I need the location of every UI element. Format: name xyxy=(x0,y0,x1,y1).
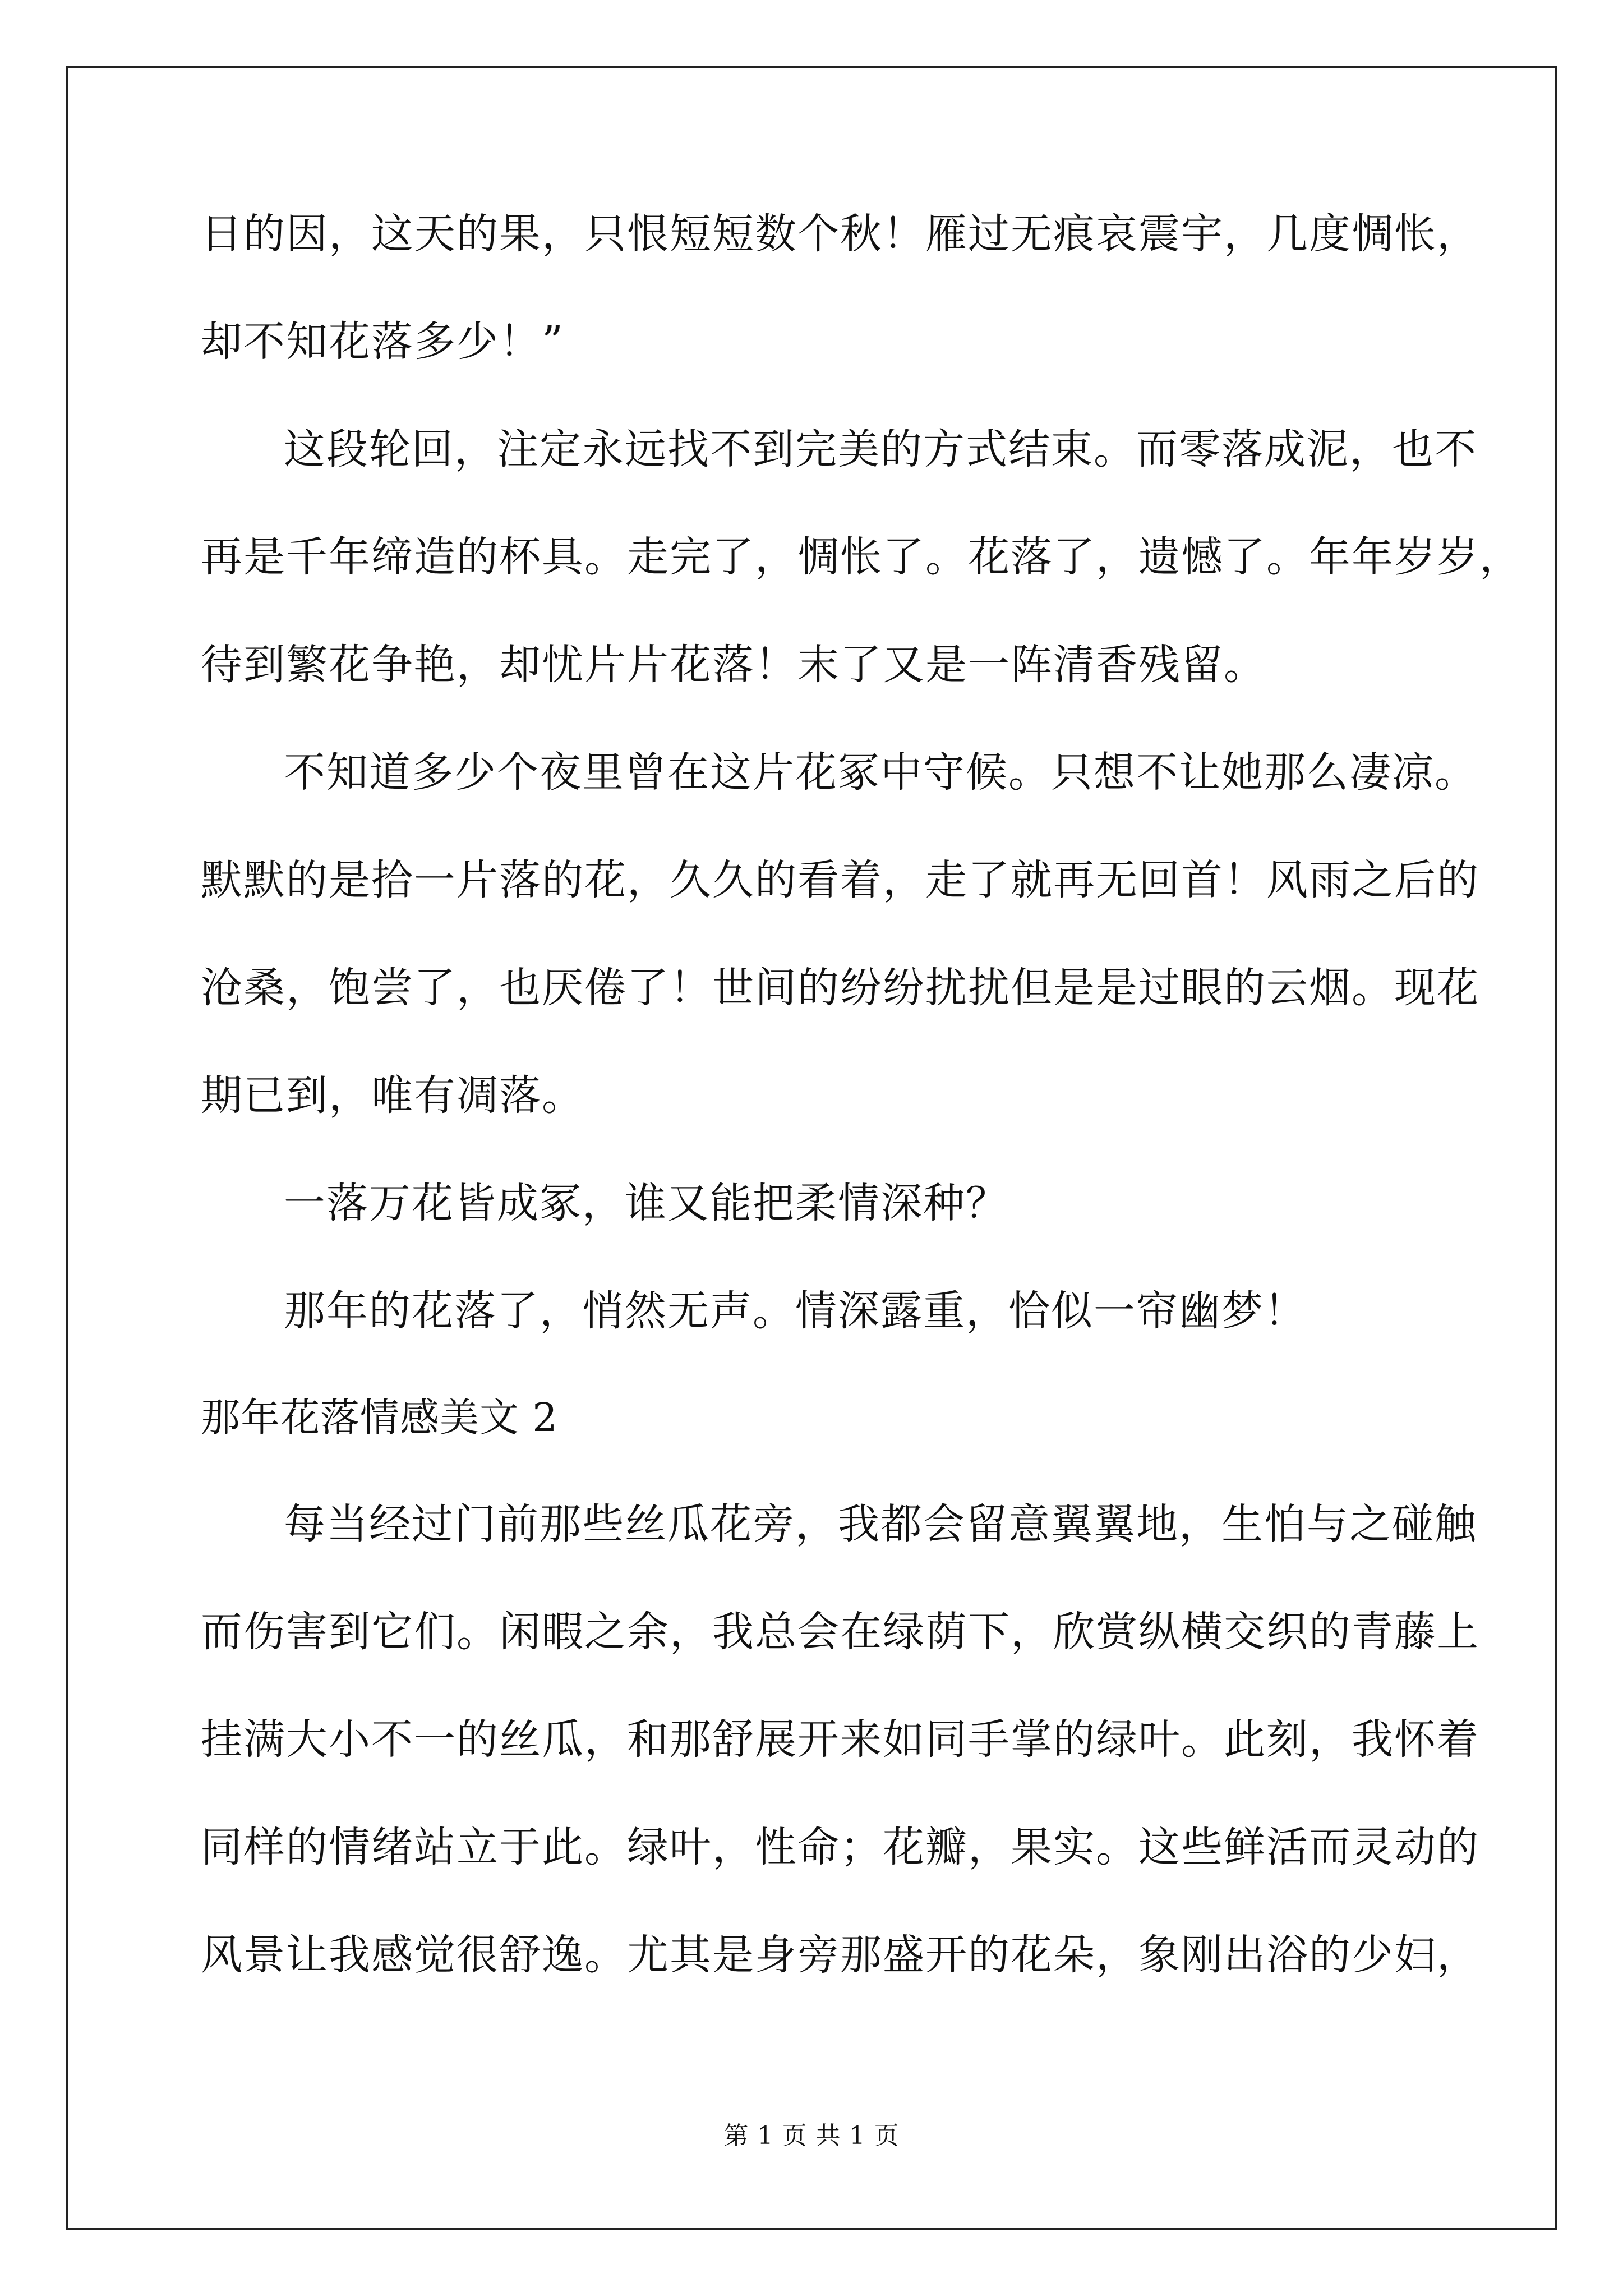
paragraph-start-line: 那年的花落了，悄然无声。情深露重，恰似一帘幽梦！ xyxy=(284,1287,1307,1335)
text-line: 风景让我感觉很舒逸。尤其是身旁那盛开的花朵，象刚出浴的少妇， xyxy=(201,1931,1479,1979)
paragraph-start-line: 这段轮回，注定永远找不到完美的方式结束。而零落成泥，也不 xyxy=(284,425,1477,473)
page-number-footer: 第 1 页 共 1 页 xyxy=(723,2122,900,2150)
text-line: 期已到，唯有凋落。 xyxy=(201,1071,584,1120)
paragraph-start-line: 一落万花皆成冢，谁又能把柔情深种？ xyxy=(284,1179,1008,1227)
text-line: 再是千年缔造的杯具。走完了，惆怅了。花落了，遗憾了。年年岁岁， xyxy=(201,533,1522,581)
text-line: 沧桑，饱尝了，也厌倦了！世间的纷纷扰扰但是是过眼的云烟。现花 xyxy=(201,964,1479,1012)
text-line: 默默的是拾一片落的花，久久的看着，走了就再无回首！风雨之后的 xyxy=(201,856,1479,904)
page-border xyxy=(66,66,1557,2230)
section-heading: 那年花落情感美文 2 xyxy=(201,1395,558,1441)
paragraph-start-line: 每当经过门前那些丝瓜花旁，我都会留意翼翼地，生怕与之碰触 xyxy=(284,1500,1477,1548)
text-line: 日的因，这天的果，只恨短短数个秋！雁过无痕哀震宇，几度惆怅， xyxy=(201,210,1479,258)
paragraph-start-line: 不知道多少个夜里曾在这片花冢中守候。只想不让她那么凄凉。 xyxy=(284,748,1477,797)
text-line: 挂满大小不一的丝瓜，和那舒展开来如同手掌的绿叶。此刻，我怀着 xyxy=(201,1715,1479,1764)
text-line: 而伤害到它们。闲暇之余，我总会在绿荫下，欣赏纵横交织的青藤上 xyxy=(201,1608,1479,1656)
text-line: 待到繁花争艳，却忧片片花落！末了又是一阵清香残留。 xyxy=(201,641,1266,689)
text-line: 同样的情绪站立于此。绿叶，性命；花瓣，果实。这些鲜活而灵动的 xyxy=(201,1823,1479,1871)
text-line: 却不知花落多少！” xyxy=(201,318,564,366)
